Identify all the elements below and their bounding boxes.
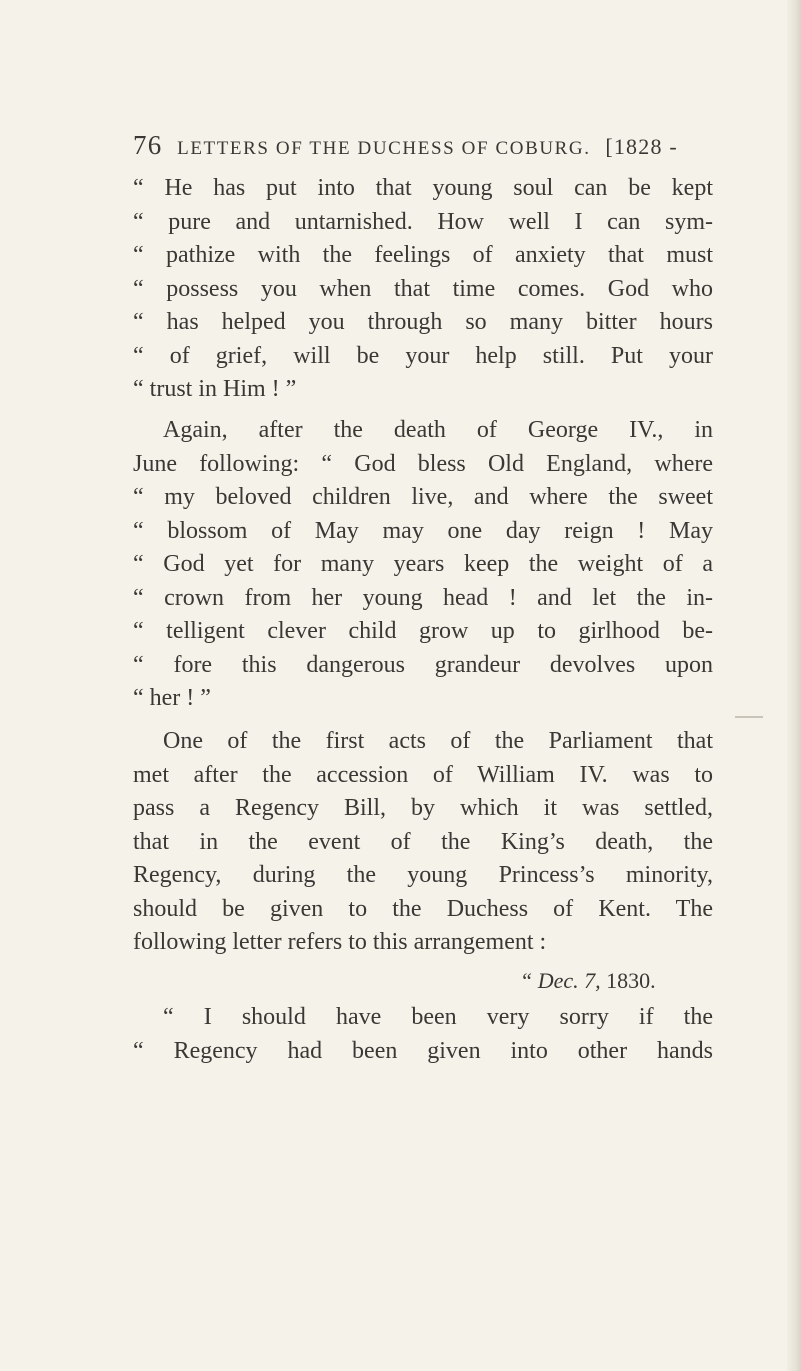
text-line: Again, after the death of George IV., in [163,417,713,443]
dateline-month: “ Dec. 7, [520,968,601,993]
running-header [133,130,713,161]
text-line: “ pure and untarnished. How well I can sym- [133,208,713,235]
paragraph-1 [133,172,713,407]
text-line: June following: “ God bless Old England, where [133,450,713,477]
paragraph-4 [133,1001,713,1068]
text-line: following letter refers to this arrangement : [133,929,547,955]
text-line: “ her ! ” [133,685,211,711]
paragraph-2 [133,414,713,716]
text-line: “ He has put into that young soul can be kept [133,175,713,201]
paragraph-3 [133,725,713,960]
text-line: “ trust in Him ! ” [133,376,297,402]
text-line: “ blossom of May may one day reign ! May [133,517,713,544]
letter-dateline [520,968,656,994]
text-line: “ crown from her young head ! and let the in- [133,584,713,611]
dateline-year: 1830. [606,968,656,993]
text-line: Regency, during the young Princess’s minority, [133,862,713,888]
text-line: One of the first acts of the Parliament that [163,728,713,754]
text-line: that in the event of the King’s death, the [133,828,713,855]
text-line: “ my beloved children live, and where the sweet [133,484,713,510]
text-line: “ fore this dangerous grandeur devolves upon [133,651,713,678]
margin-mark [735,716,763,718]
text-line: “ God yet for many years keep the weight of a [133,551,713,577]
page-edge [787,0,801,1371]
text-line: should be given to the Duchess of Kent. The [133,895,713,922]
text-line: “ possess you when that time comes. God who [133,275,713,302]
text-line: pass a Regency Bill, by which it was settled, [133,795,713,821]
text-line: “ of grief, will be your help still. Put your [133,342,713,369]
text-line: “ Regency had been given into other hands [133,1037,713,1064]
text-line: “ has helped you through so many bitter hours [133,309,713,335]
text-line: met after the accession of William IV. was to [133,761,713,788]
header-date: [1828 - [605,134,678,159]
running-title: LETTERS OF THE DUCHESS OF COBURG. [177,138,591,159]
text-line: “ pathize with the feelings of anxiety that must [133,242,713,268]
text-line: “ I should have been very sorry if the [163,1004,713,1030]
page-number: 76 [133,130,163,160]
text-line: “ telligent clever child grow up to girlhood be- [133,618,713,644]
